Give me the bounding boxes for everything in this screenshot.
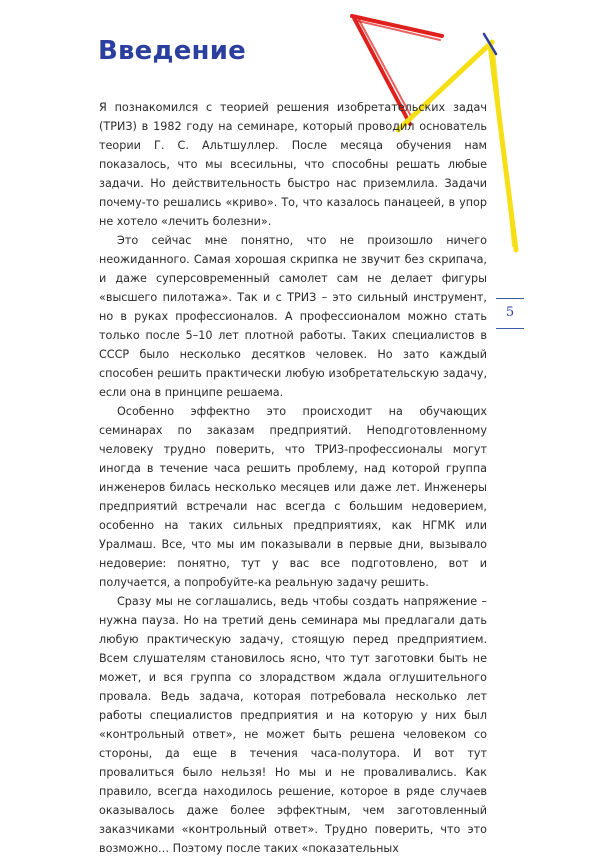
page-number-block (496, 298, 524, 329)
paragraph: Это сейчас мне понятно, что не произошло ничего неожиданного. Самая хорошая скрипка не звучит без скрипача, и даже суперсовременный самолет сам не делает фигуры «высшего пилотажа». Так и с ТРИЗ – это сильный инструмент, но в руках профессионалов. А профессионалом можно стать только после 5–10 лет плотной работы. Таких специалистов в СССР было несколько десятков человек. Но зато каждый способен решить практически любую изобретательскую задачу, если она в принципе решаема. (99, 234, 487, 399)
red-stroke-top-2 (354, 20, 440, 40)
body-text (99, 98, 487, 858)
paragraph: Особенно эффектно это происходит на обучающих семинарах по заказам предприятий. Неподготовленному человеку трудно поверить, что ТРИЗ-профессионалы могут иногда в течение часа решить проблему, над которой группа инженеров билась несколько месяцев или даже лет. Инженеры предприятий встречали нас всегда с большим недоверием, особенно на таких сильных предприятиях, как НГМК или Уралмаш. Все, что мы им показывали в первые дни, вызывало недоверие: понятно, тут у вас все подготовлено, вот и получается, а попробуйте-ка реальную задачу решить. (99, 405, 487, 589)
page-number: 5 (505, 305, 515, 320)
paragraph: Сразу мы не соглашались, ведь чтобы создать напряжение – нужна пауза. Но на третий день семинара мы предлагали дать любую практическую задачу, стоящую перед предприятием. Всем слушателям становилось ясно, что тут заготовки быть не может, и вся группа со злорадством ждала оглушительного провала. Ведь задача, которая потребовала несколько лет работы специалистов предприятия и на которую у них был «контрольный ответ», не может быть решена человеком со стороны, да еще в течения часа-полутора. И вот тут провалиться было нельзя! Но мы и не проваливались. Как правило, всегда находилось решение, которое в ряде случаев оказывалось даже более эффектным, чем заготовленный заказчиками «контрольный ответ». Трудно поверить, что это возможно… Поэтому после таких «показательных (99, 595, 487, 855)
page-number-rule-bottom (496, 328, 524, 329)
paragraph: Я познакомился с теорией решения изобретательских задач (ТРИЗ) в 1982 году на семинаре, который проводил основатель теории Г. С. Альтшуллер. После месяца обучения нам показалось, что мы всесильны, что способны решать любые задачи. Но действительность быстро нас приземлила. Задачи почему-то решались «криво». То, что казалось панацеей, в упор не хотело «лечить болезни». (99, 101, 487, 228)
page-title: Введение (98, 36, 246, 66)
yellow-stroke-right-2 (494, 50, 513, 246)
